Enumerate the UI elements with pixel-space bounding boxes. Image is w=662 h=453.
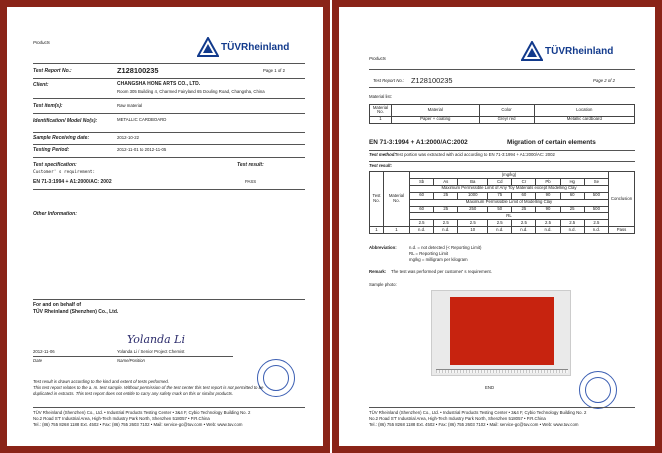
rl-cell: 2.5 bbox=[458, 220, 488, 227]
testing-period-label: Testing Period: bbox=[33, 147, 70, 153]
client-label: Client: bbox=[33, 82, 49, 88]
report-no: Z128100235 bbox=[411, 76, 453, 85]
rl-cell: 2.5 bbox=[536, 220, 560, 227]
result-cell: n.d. bbox=[560, 227, 584, 234]
page-indicator: Page 2 of 2 bbox=[593, 78, 615, 83]
tuv-logo bbox=[521, 41, 631, 63]
method-text: Test portion was extracted with acid according to EN 71-3:1994 + A1:2000/AC: 2002 bbox=[395, 152, 555, 157]
spec-value: EN 71-3:1994 + A1:2000/AC: 2002 bbox=[33, 179, 112, 185]
limit-cell: 90 bbox=[536, 192, 560, 199]
remark-label: Remark: bbox=[369, 269, 387, 274]
element-header: As bbox=[434, 178, 458, 185]
other-info-label: Other Information: bbox=[33, 211, 77, 217]
element-header: Cd bbox=[488, 178, 512, 185]
client-name: CHANGSHA HONE ARTS CO., LTD. bbox=[117, 81, 201, 87]
result-cell: n.d. bbox=[512, 227, 536, 234]
report-no-label: Test Report No.: bbox=[373, 78, 405, 83]
behalf-line-1: For and on behalf of bbox=[33, 302, 82, 308]
material-list-label: Material list: bbox=[369, 94, 392, 99]
material-header: Material No. bbox=[370, 105, 392, 117]
company-seal bbox=[257, 359, 295, 397]
result-cell: n.d. bbox=[488, 227, 512, 234]
result-material-no: 1 bbox=[384, 227, 410, 234]
material-cell: Paper + coating bbox=[392, 116, 480, 123]
limit-cell: 250 bbox=[458, 206, 488, 213]
limit-cell: 60 bbox=[410, 192, 434, 199]
spec-label: Test specification: bbox=[33, 162, 77, 168]
rl-cell: 2.5 bbox=[584, 220, 608, 227]
standard: EN 71-3:1994 + A1:2000/AC:2002 bbox=[369, 139, 468, 146]
report-page-1 bbox=[0, 0, 330, 453]
receiving-label: Sample Receiving date: bbox=[33, 135, 90, 141]
limit-header-2: Maximum Permissible Limit of Modelling Clay bbox=[410, 199, 609, 206]
footer-line-3: Tel.: (86) 755 8268 1188 Ext. 4502 • Fax: (86) 755 2603 7102 • Mail: service-gc@tuv.com • Web: www.tuv.com bbox=[33, 422, 243, 427]
signature-image: Yolanda Li bbox=[127, 333, 186, 346]
result-cell: n.d. bbox=[536, 227, 560, 234]
footer-line-3: Tel.: (86) 755 8268 1188 Ext. 4502 • Fax: (86) 755 2603 7102 • Mail: service-gc@tuv.com • Web: www.tuv.com bbox=[369, 422, 579, 427]
test-no-header: Test No. bbox=[370, 172, 384, 227]
material-header: Color bbox=[479, 105, 534, 117]
abbrev-2: RL = Reporting Limit bbox=[409, 251, 449, 256]
photo-label: Sample photo: bbox=[369, 282, 397, 287]
result-cell: n.d. bbox=[434, 227, 458, 234]
footer-line-1: TÜV Rheinland (Shenzhen) Co., Ltd. • Industrial Products Testing Center • 3&4 F, Cybio Technology Building No. 2 bbox=[33, 410, 251, 415]
result-cell: 10 bbox=[458, 227, 488, 234]
abbrev-1: n.d. = not detected (< Reporting Limit) bbox=[409, 245, 482, 250]
footer-line-2: No.2 Road S'T Industrial Area, High-Tech Industry Park North, Shenzhen 518057 • P.R.China bbox=[369, 416, 546, 421]
element-header: Pb bbox=[536, 178, 560, 185]
testing-period: 2012-11-01 to 2012-11-05 bbox=[117, 147, 167, 152]
rl-cell: 2.5 bbox=[434, 220, 458, 227]
logo-text: TÜVRheinland bbox=[221, 42, 290, 53]
limit-cell: 60 bbox=[512, 192, 536, 199]
limit-cell: 60 bbox=[560, 192, 584, 199]
method-label: Test method: bbox=[369, 152, 396, 157]
migration-title: Migration of certain elements bbox=[507, 139, 596, 146]
limit-cell: 500 bbox=[584, 206, 608, 213]
material-header: Material bbox=[392, 105, 480, 117]
result-cell: n.d. bbox=[584, 227, 608, 234]
footer-line-1: TÜV Rheinland (Shenzhen) Co., Ltd. • Industrial Products Testing Center • 3&4 F, Cybio Technology Building No. 2 bbox=[369, 410, 587, 415]
disclaimer-1: Test result is drawn according to the kind and extent of tests performed. bbox=[33, 379, 169, 384]
tuv-triangle-icon bbox=[197, 37, 219, 57]
header-label: Products bbox=[33, 40, 50, 45]
signer: Yolanda Li / Senior Project Chemist bbox=[117, 349, 185, 354]
end-label: END bbox=[485, 385, 495, 390]
abbrev-label: Abbreviation: bbox=[369, 245, 397, 250]
material-no-header: Material No. bbox=[384, 172, 410, 227]
element-header: Ba bbox=[458, 178, 488, 185]
test-items-label: Test item(s): bbox=[33, 103, 63, 109]
conclusion-header: Conclusion bbox=[609, 172, 635, 227]
material-header: Location bbox=[534, 105, 634, 117]
result-test-no: 1 bbox=[370, 227, 384, 234]
sign-date: 2012-11-06 bbox=[33, 349, 55, 354]
material-table bbox=[369, 104, 635, 124]
migration-table bbox=[369, 171, 635, 234]
behalf-line-2: TÜV Rheinland (Shenzhen) Co., Ltd. bbox=[33, 309, 119, 315]
ruler bbox=[436, 369, 568, 373]
receiving-date: 2012-10-22 bbox=[117, 135, 139, 140]
limit-cell: 50 bbox=[488, 206, 512, 213]
material-cell: Grey/ red bbox=[479, 116, 534, 123]
result-label: Test result: bbox=[237, 162, 264, 168]
limit-cell: 25 bbox=[434, 206, 458, 213]
identification: METALLIC CARDBOARD bbox=[117, 117, 167, 122]
client-address: Room 305 Building 4, Charmed Fairyland 65 Douling Road, Changsha, China bbox=[117, 89, 265, 94]
limit-cell: 60 bbox=[410, 206, 434, 213]
rl-cell: 2.5 bbox=[560, 220, 584, 227]
disclaimer-3: duplicated in extracts. This test report does not entitle to carry any safety mark on this or similar products. bbox=[33, 391, 234, 396]
rl-cell: 2.5 bbox=[410, 220, 434, 227]
spec-note: Customer' s requirement: bbox=[33, 170, 96, 175]
limit-cell: 25 bbox=[512, 206, 536, 213]
name-label: Name/Position bbox=[117, 358, 145, 363]
test-items: Raw material bbox=[117, 103, 143, 108]
rl-cell: 2.5 bbox=[512, 220, 536, 227]
abbrev-3: mg/kg = milligram per kilogram bbox=[409, 257, 468, 262]
header-label: Products bbox=[369, 56, 386, 61]
report-page-2 bbox=[332, 0, 662, 453]
limit-cell: 90 bbox=[536, 206, 560, 213]
report-no: Z128100235 bbox=[117, 66, 159, 75]
logo-text: TÜVRheinland bbox=[545, 46, 614, 57]
footer-line-2: No.2 Road S'T Industrial Area, High-Tech Industry Park North, Shenzhen 518057 • P.R.China bbox=[33, 416, 210, 421]
result-value: PASS bbox=[245, 179, 257, 184]
limit-cell: 75 bbox=[488, 192, 512, 199]
sample-photo bbox=[431, 290, 571, 376]
material-cell: 1 bbox=[370, 116, 392, 123]
page-indicator: Page 1 of 2 bbox=[263, 68, 285, 73]
element-header: Se bbox=[584, 178, 608, 185]
identification-label: Identification/ Model No(s): bbox=[33, 118, 98, 124]
limit-cell: 25 bbox=[434, 192, 458, 199]
rl-cell: 2.5 bbox=[488, 220, 512, 227]
limit-cell: 25 bbox=[560, 206, 584, 213]
limit-header-1: Maximum Permissible Limit of Any Toy Materials except Modelling Clay bbox=[410, 185, 609, 192]
material-cell: Metallic cardboard bbox=[534, 116, 634, 123]
tuv-triangle-icon bbox=[521, 41, 543, 61]
rl-header: RL bbox=[410, 213, 609, 220]
tuv-logo bbox=[197, 37, 307, 59]
date-label: Date bbox=[33, 358, 43, 363]
disclaimer-2: This test report relates to the a. m. test sample. Without permission of the test center this test report is not permitted to be bbox=[33, 385, 264, 390]
result-conclusion: Pass bbox=[609, 227, 635, 234]
result-label: Test result: bbox=[369, 163, 393, 168]
remark-text: The test was performed per customer' s requirement. bbox=[391, 269, 492, 274]
element-header: Sb bbox=[410, 178, 434, 185]
sample-card bbox=[450, 297, 554, 365]
company-seal bbox=[579, 371, 617, 409]
limit-cell: 1000 bbox=[458, 192, 488, 199]
limit-cell: 500 bbox=[584, 192, 608, 199]
element-header: Hg bbox=[560, 178, 584, 185]
unit-header: (mg/kg) bbox=[410, 172, 609, 179]
report-no-label: Test Report No.: bbox=[33, 68, 72, 74]
element-header: Cr bbox=[512, 178, 536, 185]
result-cell: n.d. bbox=[410, 227, 434, 234]
